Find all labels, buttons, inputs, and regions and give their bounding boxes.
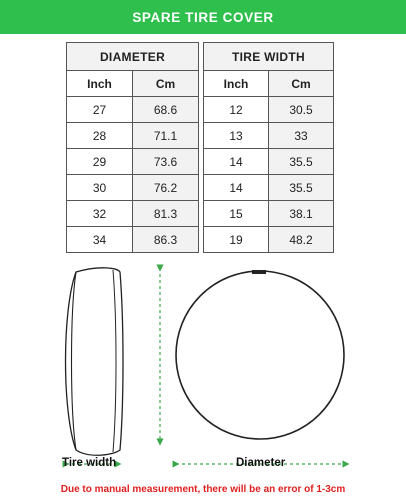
- unit-inch-label: Inch: [67, 71, 133, 97]
- table-row: [67, 123, 199, 149]
- page-title-banner: [0, 0, 406, 34]
- cm-cell: 68.6: [133, 97, 199, 123]
- cm-cell: 35.5: [269, 149, 334, 175]
- tire-width-caption: Tire width: [62, 457, 117, 469]
- table-row: [204, 149, 334, 175]
- table-row: [67, 201, 199, 227]
- inch-cell: 13: [204, 123, 269, 149]
- table-row: [204, 175, 334, 201]
- inch-cell: 12: [204, 97, 269, 123]
- cm-cell: 73.6: [133, 149, 199, 175]
- unit-cm-label: Cm: [133, 71, 199, 97]
- diameter-table: [66, 42, 199, 253]
- cm-cell: 86.3: [133, 227, 199, 253]
- table-row: [204, 201, 334, 227]
- table-row: [204, 227, 334, 253]
- table-row: [67, 149, 199, 175]
- cm-cell: 35.5: [269, 175, 334, 201]
- diameter-caption: Diameter: [236, 457, 286, 469]
- cm-cell: 38.1: [269, 201, 334, 227]
- inch-cell: 14: [204, 149, 269, 175]
- table-row: [67, 97, 199, 123]
- unit-cm-label: Cm: [269, 71, 334, 97]
- tire-diagram: [0, 262, 406, 478]
- page-title: SPARE TIRE COVER: [132, 9, 274, 25]
- tire-side-profile-icon: [66, 268, 124, 455]
- tire-front-circle-icon: [176, 270, 344, 439]
- inch-cell: 19: [204, 227, 269, 253]
- cm-cell: 76.2: [133, 175, 199, 201]
- cm-cell: 33: [269, 123, 334, 149]
- inch-cell: 29: [67, 149, 133, 175]
- unit-inch-label: Inch: [204, 71, 269, 97]
- cm-cell: 30.5: [269, 97, 334, 123]
- inch-cell: 28: [67, 123, 133, 149]
- cm-cell: 48.2: [269, 227, 334, 253]
- tire-width-table: [203, 42, 334, 253]
- cm-cell: 81.3: [133, 201, 199, 227]
- table-row: [67, 175, 199, 201]
- table-row: [204, 123, 334, 149]
- inch-cell: 32: [67, 201, 133, 227]
- diameter-header: DIAMETER: [67, 43, 199, 71]
- table-row: [67, 227, 199, 253]
- inch-cell: 30: [67, 175, 133, 201]
- tire-width-header: TIRE WIDTH: [204, 43, 334, 71]
- measurement-note: Due to manual measurement, there will be an error of 1-3cm: [60, 484, 346, 495]
- inch-cell: 14: [204, 175, 269, 201]
- table-row: [204, 97, 334, 123]
- inch-cell: 34: [67, 227, 133, 253]
- inch-cell: 15: [204, 201, 269, 227]
- inch-cell: 27: [67, 97, 133, 123]
- cm-cell: 71.1: [133, 123, 199, 149]
